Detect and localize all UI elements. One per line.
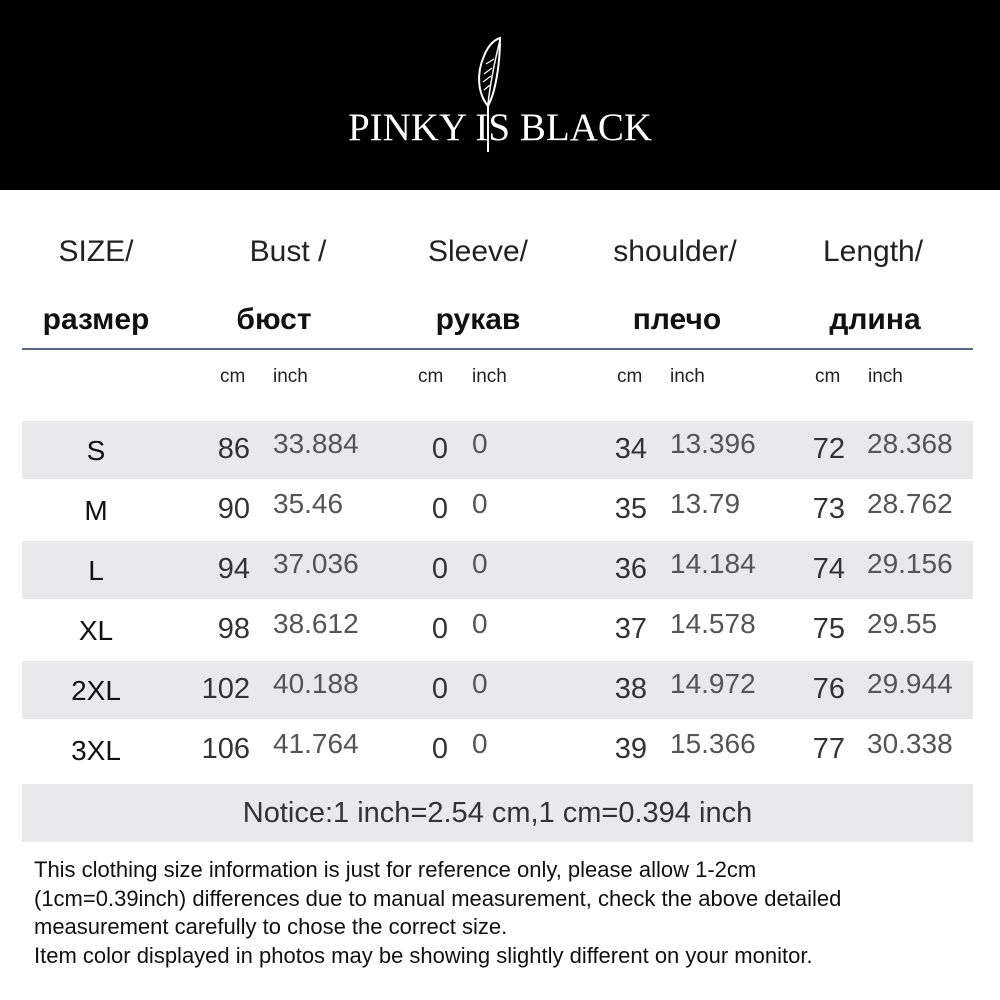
disclaimer-line: Item color displayed in photos may be showing slightly different on your monitor. <box>34 942 813 968</box>
unit-length-cm: cm <box>815 366 841 387</box>
unit-bust-inch: inch <box>273 366 308 387</box>
shoulder-inch-value: 14.578 <box>670 608 756 639</box>
shoulder-cm-value: 38 <box>614 673 647 705</box>
table-row <box>22 481 973 539</box>
brand-logo: PINKY IS BLACK <box>347 106 653 149</box>
size-label: 2XL <box>71 675 121 706</box>
length-cm-value: 74 <box>812 553 845 585</box>
shoulder-cm-value: 34 <box>614 433 647 465</box>
size-label: L <box>88 555 104 586</box>
bust-inch-value: 40.188 <box>273 668 359 699</box>
bust-cm-value: 102 <box>201 673 250 705</box>
length-cm-value: 75 <box>812 613 845 645</box>
sleeve-cm-value: 0 <box>431 613 448 645</box>
disclaimer-line: (1cm=0.39inch) differences due to manual measurement, check the above detailed <box>34 885 842 911</box>
size-label: S <box>86 435 106 466</box>
col-bust-en: Bust / <box>249 235 327 268</box>
length-cm-value: 76 <box>812 673 845 705</box>
bust-cm-value: 90 <box>217 493 250 525</box>
col-length-en: Length/ <box>822 235 924 268</box>
table-row <box>22 721 973 779</box>
sleeve-inch-value: 0 <box>472 608 488 639</box>
length-inch-value: 30.338 <box>867 728 953 759</box>
col-size-en: SIZE/ <box>58 235 134 268</box>
table-row <box>22 421 973 479</box>
sleeve-cm-value: 0 <box>431 493 448 525</box>
length-cm-value: 77 <box>812 733 845 765</box>
shoulder-inch-value: 15.366 <box>670 728 756 759</box>
length-inch-value: 28.368 <box>867 428 953 459</box>
bust-cm-value: 86 <box>217 433 250 465</box>
bust-cm-value: 94 <box>217 553 250 585</box>
sleeve-inch-value: 0 <box>472 728 488 759</box>
sleeve-cm-value: 0 <box>431 433 448 465</box>
bust-inch-value: 38.612 <box>273 608 359 639</box>
length-cm-value: 72 <box>812 433 845 465</box>
unit-sleeve-cm: cm <box>418 366 444 387</box>
header-divider <box>22 348 973 350</box>
col-sleeve-ru: рукав <box>435 303 521 336</box>
size-label: XL <box>78 615 114 646</box>
col-sleeve-en: Sleeve/ <box>427 235 529 268</box>
table-row <box>22 601 973 659</box>
sleeve-inch-value: 0 <box>472 548 488 579</box>
col-shoulder-en: shoulder/ <box>613 235 737 268</box>
disclaimer-line: measurement carefully to chose the correct size. <box>34 914 508 939</box>
unit-length-inch: inch <box>868 366 903 387</box>
size-label: 3XL <box>71 735 121 766</box>
unit-sleeve-inch: inch <box>472 366 507 387</box>
shoulder-inch-value: 14.972 <box>670 668 756 699</box>
unit-shoulder-cm: cm <box>617 366 643 387</box>
brand-header <box>0 0 1000 190</box>
bust-cm-value: 98 <box>217 613 250 645</box>
conversion-notice: Notice:1 inch=2.54 cm,1 cm=0.394 inch <box>22 784 973 842</box>
length-inch-value: 29.55 <box>867 608 938 639</box>
bust-cm-value: 106 <box>201 733 250 765</box>
sleeve-inch-value: 0 <box>472 428 488 459</box>
col-bust-ru: бюст <box>236 303 312 336</box>
shoulder-cm-value: 37 <box>614 613 647 645</box>
length-inch-value: 29.944 <box>867 668 953 699</box>
shoulder-cm-value: 39 <box>614 733 647 765</box>
length-cm-value: 73 <box>812 493 845 525</box>
unit-bust-cm: cm <box>220 366 246 387</box>
disclaimer-text <box>34 856 974 970</box>
table-row <box>22 661 973 719</box>
col-shoulder-ru: плечо <box>632 303 722 336</box>
sleeve-cm-value: 0 <box>431 673 448 705</box>
length-inch-value: 28.762 <box>867 488 953 519</box>
sleeve-inch-value: 0 <box>472 488 488 519</box>
shoulder-inch-value: 13.396 <box>670 428 756 459</box>
table-row <box>22 541 973 599</box>
disclaimer-line: This clothing size information is just for reference only, please allow 1-2cm <box>34 857 757 882</box>
bust-inch-value: 37.036 <box>273 548 359 579</box>
sleeve-cm-value: 0 <box>431 553 448 585</box>
shoulder-inch-value: 13.79 <box>670 488 741 519</box>
bust-inch-value: 35.46 <box>273 488 344 519</box>
bust-inch-value: 41.764 <box>273 728 359 759</box>
sleeve-cm-value: 0 <box>431 733 448 765</box>
size-label: M <box>84 495 108 526</box>
sleeve-inch-value: 0 <box>472 668 488 699</box>
shoulder-inch-value: 14.184 <box>670 548 756 579</box>
bust-inch-value: 33.884 <box>273 428 359 459</box>
length-inch-value: 29.156 <box>867 548 953 579</box>
shoulder-cm-value: 35 <box>614 493 647 525</box>
col-size-ru: размер <box>42 303 150 336</box>
col-length-ru: длина <box>829 303 921 336</box>
shoulder-cm-value: 36 <box>614 553 647 585</box>
unit-shoulder-inch: inch <box>670 366 705 387</box>
